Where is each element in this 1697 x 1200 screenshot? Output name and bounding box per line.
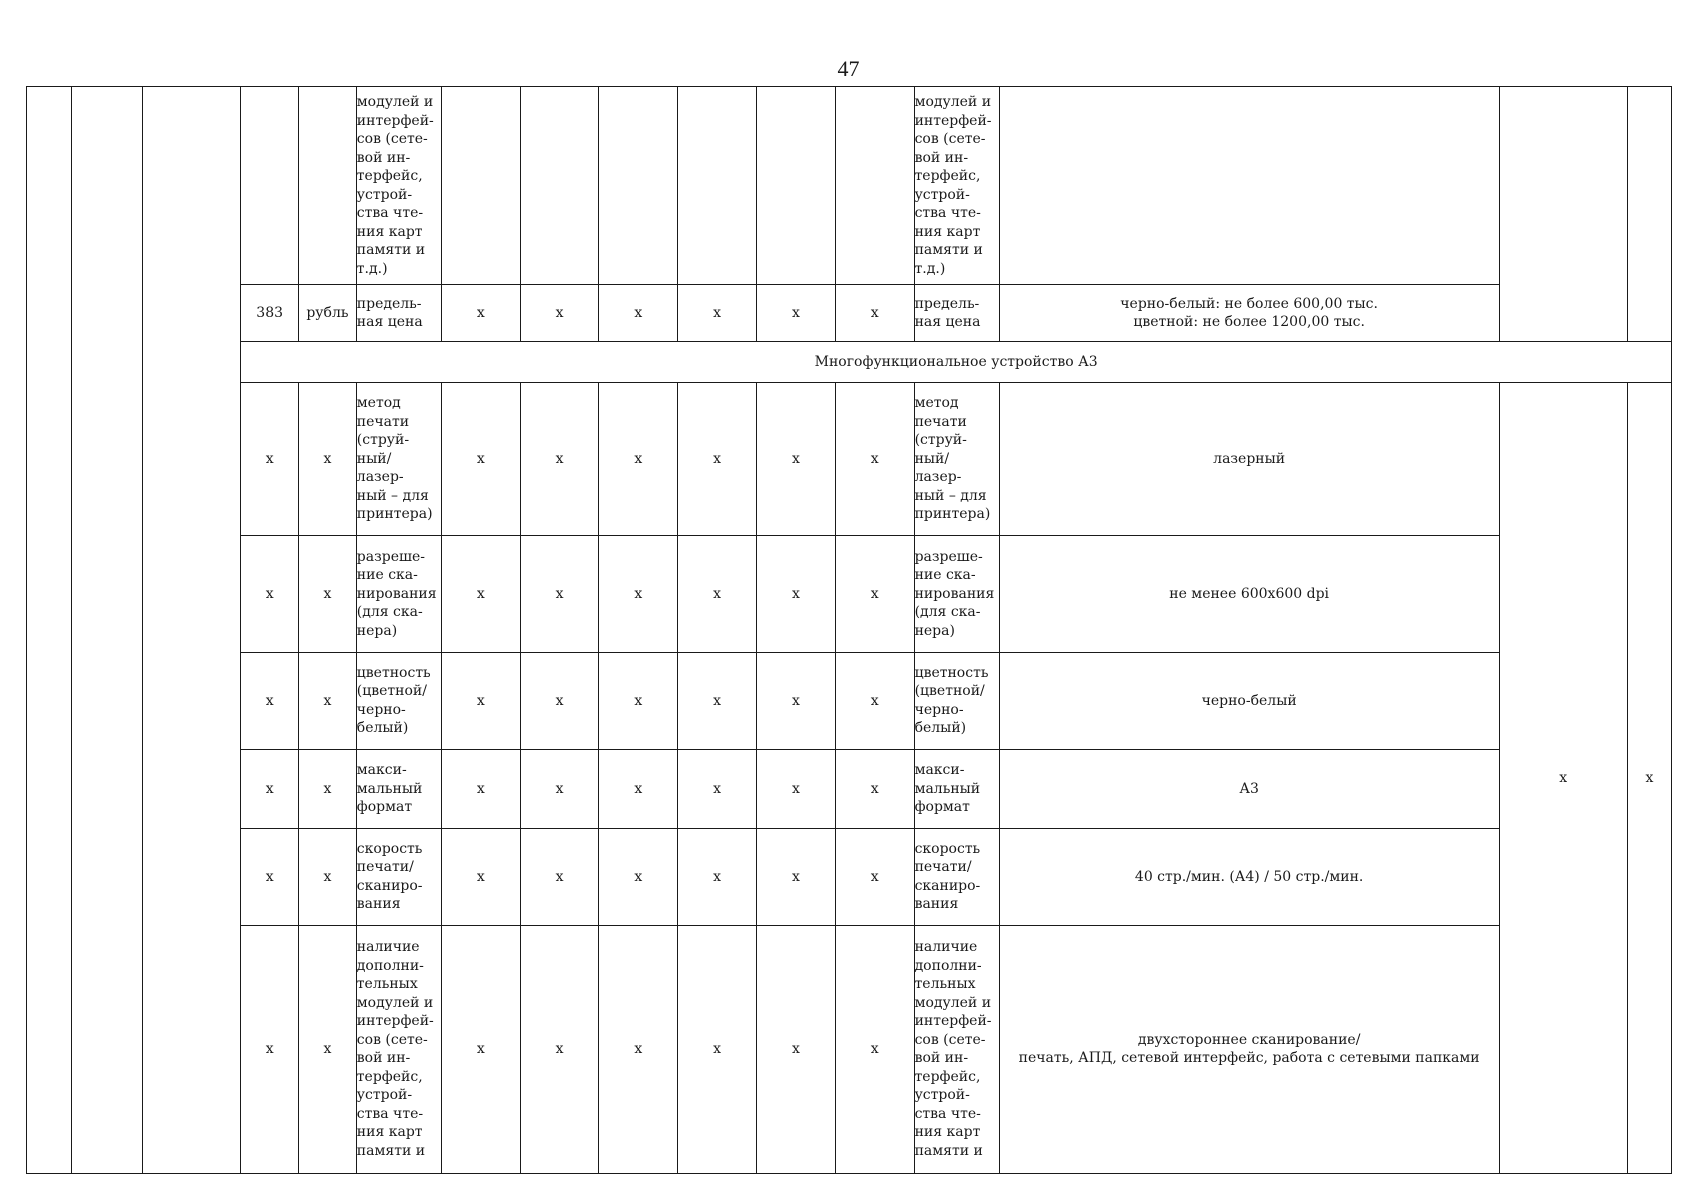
x-mark: x — [520, 382, 599, 536]
x-mark: x — [599, 749, 678, 828]
x-mark: x — [835, 828, 914, 925]
x-mark: x — [599, 925, 678, 1173]
x-mark: x — [520, 925, 599, 1173]
code-cell: x — [241, 536, 299, 652]
x-mark: x — [757, 536, 836, 652]
x-mark: x — [520, 749, 599, 828]
value-cell: лазерный — [999, 382, 1499, 536]
x-mark: x — [757, 828, 836, 925]
x-mark: x — [678, 828, 757, 925]
value-cell: черно-белый: не более 600,00 тыс. цветной: не более 1200,00 тыс. — [999, 285, 1499, 342]
x-mark: x — [599, 652, 678, 749]
x-mark: x — [678, 536, 757, 652]
unit-cell: рубль — [299, 285, 357, 342]
table-row — [27, 749, 1672, 828]
x-mark: x — [520, 285, 599, 342]
x-mark: x — [835, 749, 914, 828]
x-mark: x — [441, 536, 520, 652]
code-cell: x — [241, 828, 299, 925]
x-mark: x — [835, 925, 914, 1173]
characteristic-name-repeat: метод печати (струй- ный/ лазер- ный – для принтера) — [914, 382, 999, 536]
x-mark: x — [757, 925, 836, 1173]
unit-cell: x — [299, 652, 357, 749]
characteristic-name-repeat: цветность (цветной/ черно- белый) — [914, 652, 999, 749]
value-cell: двухстороннее сканирование/ печать, АПД, сетевой интерфейс, работа с сетевыми папками — [999, 925, 1499, 1173]
table-row — [27, 828, 1672, 925]
characteristic-name: цветность (цветной/ черно- белый) — [356, 652, 441, 749]
empty-col-1 — [27, 87, 72, 1174]
x-mark: x — [835, 285, 914, 342]
merged-x-a: x — [1499, 382, 1627, 1174]
x-mark: x — [599, 536, 678, 652]
section-title: Многофункциональное устройство А3 — [241, 342, 1672, 382]
characteristic-name: скорость печати/ сканиро- вания — [356, 828, 441, 925]
characteristic-name-repeat: предель- ная цена — [914, 285, 999, 342]
characteristic-name-repeat: модулей и интерфей- сов (сете- вой ин- терфейс, устрой- ства чте- ния карт памяти и т.д.) — [914, 87, 999, 285]
characteristic-name: предель- ная цена — [356, 285, 441, 342]
unit-cell — [299, 87, 357, 285]
empty-col-2 — [72, 87, 142, 1174]
characteristic-name-repeat: скорость печати/ сканиро- вания — [914, 828, 999, 925]
x-mark: x — [520, 828, 599, 925]
code-cell: 383 — [241, 285, 299, 342]
code-cell: x — [241, 749, 299, 828]
x-mark: x — [599, 285, 678, 342]
x-mark: x — [599, 382, 678, 536]
x-mark: x — [441, 652, 520, 749]
x-mark: x — [441, 285, 520, 342]
code-cell: x — [241, 925, 299, 1173]
characteristic-name: макси- мальный формат — [356, 749, 441, 828]
specification-table — [26, 86, 1672, 1174]
unit-cell: x — [299, 828, 357, 925]
value-cell: черно-белый — [999, 652, 1499, 749]
unit-cell: x — [299, 382, 357, 536]
value-cell: не менее 600x600 dpi — [999, 536, 1499, 652]
value-cell: А3 — [999, 749, 1499, 828]
unit-cell: x — [299, 536, 357, 652]
section-header-row — [27, 342, 1672, 382]
value-cell — [999, 87, 1499, 285]
table-row — [27, 382, 1672, 536]
x-mark: x — [678, 382, 757, 536]
x-mark: x — [441, 925, 520, 1173]
x-mark: x — [757, 652, 836, 749]
value-cell: 40 стр./мин. (А4) / 50 стр./мин. — [999, 828, 1499, 925]
characteristic-name-repeat: наличие дополни- тельных модулей и интерфей- сов (сете- вой ин- терфейс, устрой- ства чте- ния карт памяти и — [914, 925, 999, 1173]
page-number: 47 — [837, 56, 860, 81]
x-mark: x — [757, 749, 836, 828]
table-row — [27, 652, 1672, 749]
characteristic-name: модулей и интерфей- сов (сете- вой ин- терфейс, устрой- ства чте- ния карт памяти и т.д.) — [356, 87, 441, 285]
x-mark: x — [520, 652, 599, 749]
merged-x-b: x — [1627, 382, 1671, 1174]
characteristic-name-repeat: макси- мальный формат — [914, 749, 999, 828]
x-mark: x — [835, 536, 914, 652]
characteristic-name: наличие дополни- тельных модулей и интерфей- сов (сете- вой ин- терфейс, устрой- ства чте- ния карт памяти и — [356, 925, 441, 1173]
x-mark: x — [678, 925, 757, 1173]
table-row — [27, 536, 1672, 652]
code-cell — [241, 87, 299, 285]
x-mark: x — [678, 285, 757, 342]
x-mark: x — [678, 652, 757, 749]
characteristic-name: разреше- ние ска- нирования (для ска- нера) — [356, 536, 441, 652]
x-mark: x — [441, 749, 520, 828]
x-mark: x — [835, 382, 914, 536]
characteristic-name-repeat: разреше- ние ска- нирования (для ска- нера) — [914, 536, 999, 652]
x-mark: x — [835, 652, 914, 749]
table-row — [27, 87, 1672, 285]
right-col-b — [1627, 87, 1671, 342]
right-col-a — [1499, 87, 1627, 342]
code-cell: x — [241, 382, 299, 536]
table-row — [27, 285, 1672, 342]
x-mark: x — [757, 382, 836, 536]
x-mark: x — [757, 285, 836, 342]
x-mark: x — [678, 749, 757, 828]
unit-cell: x — [299, 925, 357, 1173]
x-mark: x — [441, 828, 520, 925]
unit-cell: x — [299, 749, 357, 828]
code-cell: x — [241, 652, 299, 749]
characteristic-name: метод печати (струй- ный/ лазер- ный – для принтера) — [356, 382, 441, 536]
x-mark: x — [441, 382, 520, 536]
empty-col-3 — [142, 87, 241, 1174]
x-mark: x — [520, 536, 599, 652]
x-mark: x — [599, 828, 678, 925]
table-row — [27, 925, 1672, 1173]
